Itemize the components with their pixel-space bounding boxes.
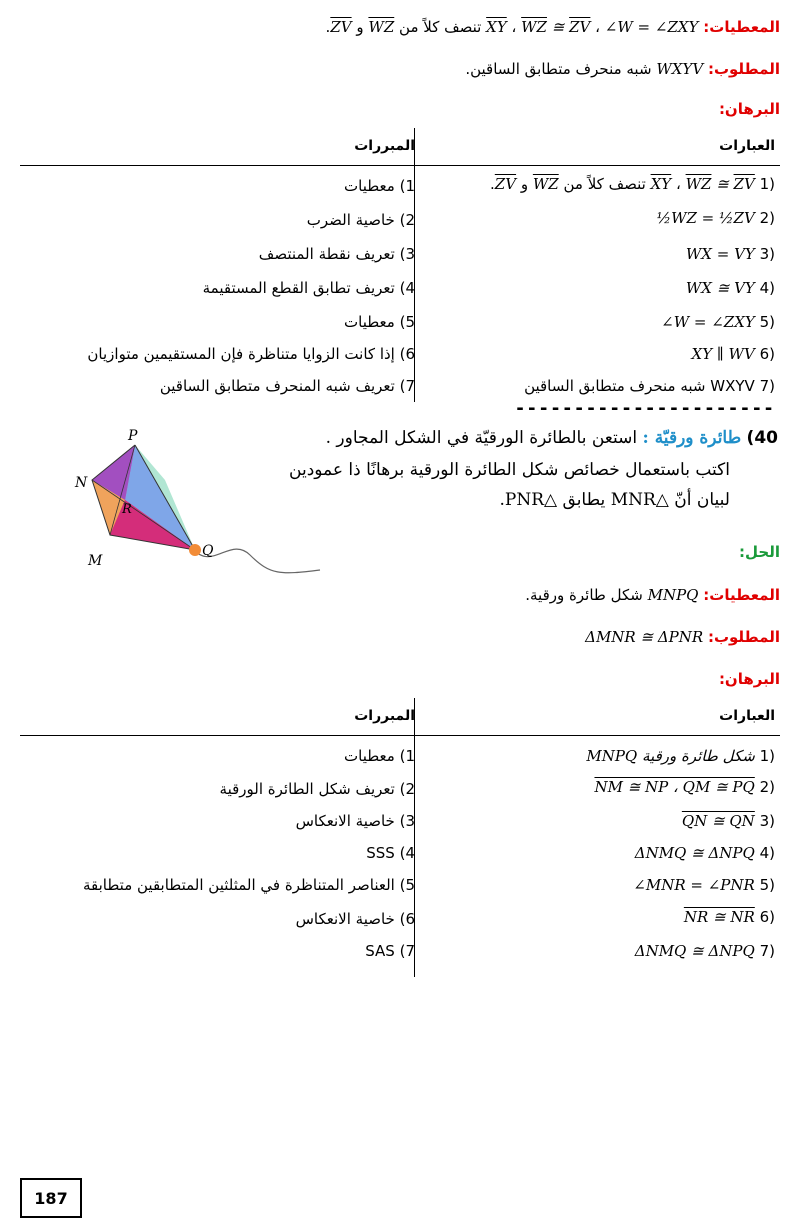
vertex-label-n: N <box>75 475 88 491</box>
statement-congruence: $\overline{WZ}$ ≅ $\overline{ZV}$ <box>685 175 755 193</box>
vertex-label-p: P <box>128 428 138 444</box>
problem-40-line-1 <box>326 428 778 448</box>
proof-label: البرهان: <box>718 670 780 688</box>
statement-number: (7 <box>759 377 775 395</box>
reasons-header: المبررات <box>354 138 415 154</box>
statement-row <box>686 279 775 297</box>
reasons-header: المبررات <box>354 708 415 724</box>
problem-title: طائرة ورقيّة : <box>642 428 742 448</box>
statement-number: (7 <box>759 942 775 960</box>
separator-comma: ، <box>595 18 601 36</box>
statement-number: (4 <box>759 279 775 297</box>
reason-row: SSS (4 <box>366 844 415 862</box>
statement-row <box>657 209 775 227</box>
proof-label: البرهان: <box>718 100 780 118</box>
statement-row <box>586 747 775 765</box>
statements-header: العبارات <box>719 708 775 724</box>
and-word: و <box>356 18 364 36</box>
reason-row: 5) معطيات <box>344 313 415 331</box>
reason-row: 3) خاصية الانعكاس <box>295 812 415 830</box>
statement-math: ∠MNR = ∠PNR <box>633 876 755 894</box>
vertex-label-r: R <box>122 502 132 517</box>
reason-row: 5) العناصر المتناظرة في المثلثين المتطابقين متطابقة <box>82 876 415 894</box>
statement-math: WX ≅ VY <box>685 279 755 297</box>
statement-number: (6 <box>759 908 775 926</box>
statement-text: تنصف كلاً من <box>563 175 646 193</box>
reason-row: 6) إذا كانت الزوايا متناظرة فإن المستقيمين متوازيان <box>87 345 415 363</box>
statement-number: (2 <box>759 209 775 227</box>
prove-expr: WXYV <box>656 60 704 78</box>
statement-row <box>635 942 775 960</box>
statement-math: ΔNMQ ≅ ΔNPQ <box>634 942 755 960</box>
given-expr: MNPQ <box>647 586 699 604</box>
statement-math: WX = VY <box>685 245 755 263</box>
reason-row: SAS (7 <box>365 942 415 960</box>
statement-number: (5 <box>759 876 775 894</box>
segment-wz: $\overline{WZ}$ <box>685 175 712 193</box>
problem-number: 40) <box>746 428 778 448</box>
segment-wz: $\overline{WZ}$ <box>532 175 559 193</box>
statement-math: QN ≅ QN <box>681 812 755 830</box>
reason-row: 6) خاصية الانعكاس <box>295 910 415 928</box>
reason-row: 1) معطيات <box>344 747 415 765</box>
statement-math: ∠W = ∠ZXY <box>661 313 755 331</box>
prove-text: شبه منحرف متطابق الساقين. <box>465 60 652 78</box>
statement-row <box>661 313 775 331</box>
statement-row <box>635 844 775 862</box>
solution-line <box>20 543 780 561</box>
given-line-1: المعطيات: ∠W = ∠ZXY ، $\overline{WZ}$ ≅ $\overline{ZV}$ ، $\overline{XY}$ تنصف كلاً من $\overline{WZ}$ و $\overline{ZV}$. <box>325 18 780 36</box>
prove-label: المطلوب: <box>707 628 780 646</box>
section-separator: ---------------------- <box>514 398 775 419</box>
congruent-symbol: ≅ <box>551 18 565 36</box>
statement-row <box>686 245 775 263</box>
vertex-label-q: Q <box>202 543 214 559</box>
problem-40-line-3: لبيان أنّ △MNR يطابق △PNR. <box>499 490 730 510</box>
statement-math: ½WZ = ½ZV <box>656 209 755 227</box>
page-number: 187 <box>20 1178 82 1218</box>
segment-zv: $\overline{ZV}$ <box>330 18 352 36</box>
table-rule <box>20 165 780 166</box>
statement-number: (3 <box>759 245 775 263</box>
statement-number: (5 <box>759 313 775 331</box>
statement-math: ΔNMQ ≅ ΔNPQ <box>634 844 755 862</box>
statement-text: WXYV شبه منحرف متطابق الساقين <box>524 377 755 395</box>
segment-wz: $\overline{WZ}$ <box>521 18 547 36</box>
problem-text: استعن بالطائرة الورقيّة في الشكل المجاور . <box>325 428 638 448</box>
segment-wz: $\overline{WZ}$ <box>368 18 395 36</box>
segment-zv: $\overline{ZV}$ <box>569 18 591 36</box>
statement-math: NM ≅ NP ، QM ≅ PQ <box>594 778 755 796</box>
given-text: تنصف كلاً من <box>399 18 482 36</box>
statement-row <box>682 812 775 830</box>
statement-row: (1 $\overline{WZ}$ ≅ $\overline{ZV}$ ، $\overline{XY}$ تنصف كلاً من $\overline{WZ}$ و $\overline{ZV}$. <box>490 175 775 193</box>
table-divider <box>414 742 415 977</box>
given-angle-expr: ∠W = ∠ZXY <box>604 18 699 36</box>
statement-number: (6 <box>759 345 775 363</box>
given-line-2 <box>20 586 780 604</box>
given-text: شكل طائرة ورقية. <box>525 586 643 604</box>
reason-row: 3) تعريف نقطة المنتصف <box>258 245 415 263</box>
statement-math: NR ≅ NR <box>683 908 755 926</box>
segment-zv: $\overline{ZV}$ <box>733 175 755 193</box>
prove-expr: ΔMNR ≅ ΔPNR <box>585 628 704 646</box>
statement-number: (4 <box>759 844 775 862</box>
given-congruence <box>521 18 590 36</box>
reason-row: 4) تعريف تطابق القطع المستقيمة <box>202 279 415 297</box>
segment-zv: $\overline{ZV}$ <box>494 175 517 193</box>
segment-xy: $\overline{XY}$ <box>486 18 507 36</box>
statement-number: (2 <box>759 778 775 796</box>
statement-row <box>633 876 775 894</box>
reason-row: 1) معطيات <box>344 177 415 195</box>
segment-xy: $\overline{XY}$ <box>650 175 672 193</box>
proof-title-2 <box>20 670 780 688</box>
statement-number: (3 <box>759 812 775 830</box>
solution-label: الحل: <box>739 543 780 561</box>
statement-row <box>524 377 775 395</box>
separator-comma: ، <box>511 18 517 36</box>
reason-row: 7) تعريف شبه المنحرف متطابق الساقين <box>159 377 415 395</box>
prove-line-1 <box>20 60 780 78</box>
table-divider <box>414 172 415 402</box>
statement-math: XY ∥ WV <box>691 345 755 363</box>
prove-label: المطلوب: <box>707 60 780 78</box>
statement-number: (1 <box>759 747 775 765</box>
statement-row <box>692 345 775 363</box>
given-label: المعطيات: <box>703 18 780 36</box>
statement-number: (1 <box>759 175 775 193</box>
and-word: و <box>520 175 529 193</box>
statement-row <box>684 908 775 926</box>
problem-40-line-2: اكتب باستعمال خصائص شكل الطائرة الورقية برهانًا ذا عمودين <box>289 460 730 480</box>
statement-row <box>594 778 775 796</box>
proof-title-1 <box>20 100 780 118</box>
vertex-label-m: M <box>88 553 103 569</box>
prove-line-2 <box>20 628 780 646</box>
statement-text: MNPQ شكل طائرة ورقية <box>586 747 755 765</box>
given-label: المعطيات: <box>703 586 780 604</box>
table-rule <box>20 735 780 736</box>
reason-row: 2) خاصية الضرب <box>306 211 415 229</box>
reason-row: 2) تعريف شكل الطائرة الورقية <box>219 780 415 798</box>
statements-header: العبارات <box>719 138 775 154</box>
